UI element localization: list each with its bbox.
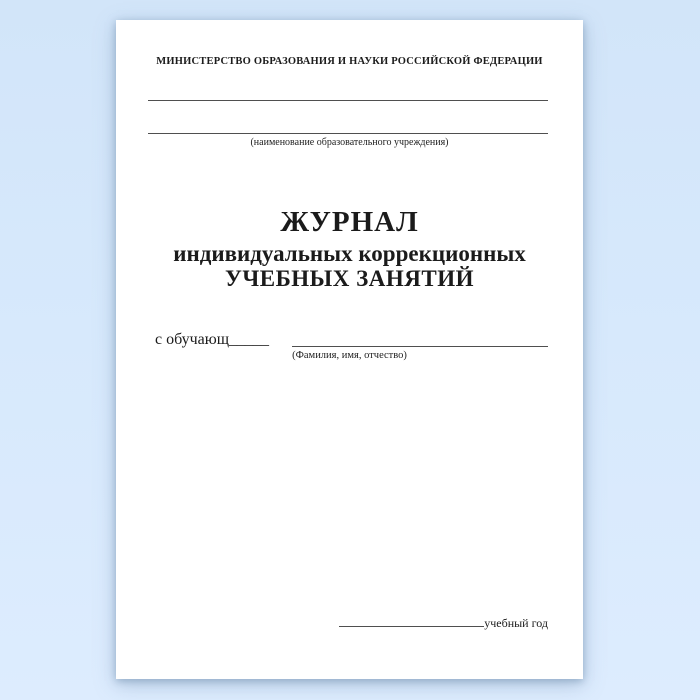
journal-title-line-1: ЖУРНАЛ	[280, 206, 419, 238]
institution-caption: (наименование образовательного учреждения)	[250, 137, 449, 148]
institution-blank-line-1	[148, 100, 548, 101]
journal-cover-page	[116, 20, 583, 679]
school-year-row	[339, 614, 548, 630]
journal-title-line-2: индивидуальных коррекционных	[173, 241, 526, 266]
student-name-caption: (Фамилия, имя, отчество)	[292, 350, 407, 361]
school-year-label: учебный год	[484, 616, 548, 630]
institution-blank-line-2	[148, 133, 548, 134]
student-name-blank-line	[292, 346, 548, 347]
journal-title-line-3: УЧЕБНЫХ ЗАНЯТИЙ	[224, 266, 474, 291]
student-name-prefix: с обучающ_____	[155, 331, 270, 348]
school-year-blank-line	[339, 614, 484, 627]
ministry-heading: МИНИСТЕРСТВО ОБРАЗОВАНИЯ И НАУКИ РОССИЙСКОЙ ФЕДЕРАЦИИ	[156, 56, 543, 67]
